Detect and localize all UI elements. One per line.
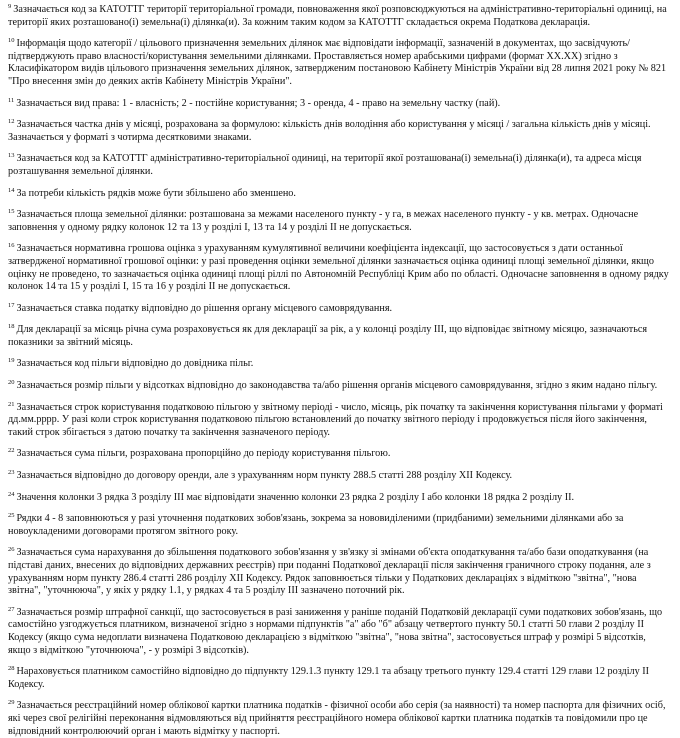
- footnote-number: 13: [8, 152, 15, 160]
- footnote-20: [8, 380, 670, 393]
- footnote-text: Значення колонки 3 рядка 3 розділу III має відповідати значенню колонки 23 рядка 2 розділу I або колонки 18 рядка 2 розділу II.: [16, 491, 575, 503]
- footnote-25: [8, 513, 670, 538]
- footnote-text: Зазначається розмір штрафної санкції, що застосовується в разі заниження у раніше поданій Податковій декларації суми податкових зобов'язань, що самостійно узгоджується платником, визначеної згідно з нормами підпунктів "а" або "б" абзацу четвертого пункту 50.1 статті 50 глави 2 розділу II Кодексу (якщо сума недоплати визначена Податковою декларацією з відміткою "звітна", "нова звітна", застосовується штраф у розмірі 5 відсотків, якщо з відміткою "уточнююча", - у розмірі 3 відсотків).: [8, 606, 663, 656]
- footnote-number: 10: [8, 37, 15, 45]
- footnote-text: Зазначається реєстраційний номер облікової картки платника податків - фізичної особи або серія (за наявності) та номер паспорта для фізичних осіб, які через свої релігійні переконання відмовляються від прийняття реєстраційного номера облікової картки платника податків та повідомили про це відповідний контролюючий орган і мають відмітку у паспорті.: [8, 700, 666, 737]
- footnote-17: [8, 303, 670, 316]
- footnote-number: 18: [8, 323, 15, 331]
- footnote-15: [8, 209, 670, 234]
- footnote-number: 12: [8, 118, 15, 126]
- footnote-number: 23: [8, 469, 15, 477]
- footnote-24: [8, 492, 670, 505]
- footnote-text: Для декларації за місяць річна сума розраховується як для декларації за рік, а у колонці розділу III, що відповідає звітному місяцю, зазначаються показники за звітний місяць.: [8, 324, 648, 348]
- footnote-12: [8, 119, 670, 144]
- footnote-13: [8, 153, 670, 178]
- footnote-14: [8, 188, 670, 201]
- footnote-11: [8, 98, 670, 111]
- footnote-number: 16: [8, 242, 15, 250]
- footnote-number: 25: [8, 512, 15, 520]
- footnote-text: Зазначається вид права: 1 - власність; 2 - постійне користування; 3 - оренда, 4 - право на земельну частку (пай).: [16, 97, 501, 109]
- footnote-number: 17: [8, 301, 15, 309]
- footnote-9: [8, 4, 670, 29]
- footnote-22: [8, 448, 670, 461]
- footnote-text: Зазначається код за КАТОТТГ території територіальної громади, повноваження якої розповсюджуються на адміністративно-територіальні одиниці, на території яких розташовано(і) земельна(і) ділянка(и). За кожним таким кодом за КАТОТТГ складається окрема Податкова декларація.: [8, 4, 667, 28]
- footnote-number: 14: [8, 186, 15, 194]
- footnote-text: Зазначається ставка податку відповідно до рішення органу місцевого самоврядування.: [16, 302, 393, 314]
- footnote-16: [8, 243, 670, 293]
- footnote-text: Інформація щодо категорії / цільового призначення земельних ділянок має відповідати інформації, зазначеній в документах, що засвідчують/підтверджують право власності/користування земельними ділянками. Проставляється номер арабськими цифрами (формат ХХ.ХХ) згідно з Класифікатором видів цільового призначення земельних ділянок, затвердженим постановою Кабінету Міністрів України від 28 липня 2021 року № 821 "Про внесення змін до деяких актів Кабінету Міністрів України".: [8, 38, 667, 87]
- footnote-number: 15: [8, 208, 15, 216]
- footnote-21: [8, 402, 670, 440]
- footnote-number: 19: [8, 357, 15, 365]
- footnote-text: Зазначається сума нарахування до збільшення податкового зобов'язання у зв'язку зі змінами об'єкта оподаткування та/або бази оподаткування (на підставі даних, внесених до відповідних державних реєстрів) при поданні Податкової декларації після закінчення граничного строку подання, але з урахуванням норм пункту 286.4 статті 286 розділу XII Кодексу. Рядок заповнюється тільки у Податкових деклараціях з відміткою "звітна", "нова звітна", "уточнююча", у якіх у рядку 1.1, у рядках 4 та 5 розділу III зазначено поточний рік.: [8, 547, 651, 597]
- footnote-text: Зазначається частка днів у місяці, розрахована за формулою: кількість днів володіння або користування у місяці / загальна кількість днів у місяці. Зазначається у форматі з чотирма десятковими знаками.: [8, 119, 651, 143]
- footnote-18: [8, 324, 670, 349]
- footnote-text: Зазначається розмір пільги у відсотках відповідно до законодавства та/або рішення органів місцевого самоврядування, згідно з яким надано пільгу.: [16, 380, 658, 392]
- footnote-number: 24: [8, 490, 15, 498]
- footnote-number: 26: [8, 546, 15, 554]
- footnote-text: За потреби кількість рядків може бути збільшено або зменшено.: [16, 187, 296, 199]
- footnote-text: Зазначається строк користування податковою пільгою у звітному періоді - число, місяць, рік початку та закінчення користування пільгами у форматі дд.мм.рррр. У разі коли строк користування податковою пільгою встановлений до початку звітного періоду і продовжується після його закінчення, такий строк збігається з датою початку та закінчення зазначеного періоду.: [8, 401, 663, 438]
- footnote-text: Зазначається сума пільги, розрахована пропорційно до періоду користування пільгою.: [16, 448, 391, 460]
- footnote-text: Зазначається площа земельної ділянки: розташована за межами населеного пункту - у га, в межах населеного пункту - у кв. метрах. Одночасне заповнення у одному рядку колонок 12 та 13 у розділі I, 13 та 14 у розділі II не допускається.: [8, 209, 639, 233]
- footnote-text: Нараховується платником самостійно відповідно до підпункту 129.1.3 пункту 129.1 та абзацу третього пункту 129.4 статті 129 глави 12 розділу II Кодексу.: [8, 666, 650, 690]
- footnote-number: 20: [8, 379, 15, 387]
- footnote-27: [8, 607, 670, 657]
- footnote-text: Рядки 4 - 8 заповнюються у разі уточнення податкових зобов'язань, зокрема за нововиділеними (придбаними) земельними ділянками або за новоукладеними договорами протягом звітного року.: [8, 513, 624, 537]
- footnote-10: [8, 38, 670, 88]
- footnote-23: [8, 470, 670, 483]
- footnote-number: 29: [8, 699, 15, 707]
- footnote-text: Зазначається відповідно до договору оренди, але з урахуванням норм пункту 288.5 статті 288 розділу XII Кодексу.: [16, 470, 513, 482]
- footnote-number: 28: [8, 665, 15, 673]
- footnote-29: [8, 700, 670, 738]
- footnote-19: [8, 358, 670, 371]
- footnote-number: 11: [8, 96, 15, 104]
- footnote-text: Зазначається код пільги відповідно до довідника пільг.: [16, 358, 254, 370]
- footnote-number: 21: [8, 400, 15, 408]
- footnote-text: Зазначається код за КАТОТТГ адміністративно-територіальної одиниці, на території якої розташована(і) земельна(і) ділянка(и), та адреса місця розташування земельної ділянки.: [8, 153, 642, 177]
- footnote-number: 9: [8, 3, 12, 10]
- footnote-number: 22: [8, 447, 15, 455]
- footnote-26: [8, 547, 670, 597]
- footnote-text: Зазначається нормативна грошова оцінка з урахуванням кумулятивної величини коефіцієнта індексації, що застосовується з дати останньої затвердженої нормативної грошової оцінки: у разі проведення оцінки земельної ділянки зазначається оцінка одиниці площі земельної ділянки, якщо оцінку не проведено, то зазначається оцінка одиниці площі ріллі по Автономній Республіці Крим або по області. Одночасне заповнення в одному рядку колонок 14 та 15 у розділі I, 15 та 16 у розділі II не допускається.: [8, 243, 669, 293]
- footnote-number: 27: [8, 605, 15, 613]
- footnote-28: [8, 666, 670, 691]
